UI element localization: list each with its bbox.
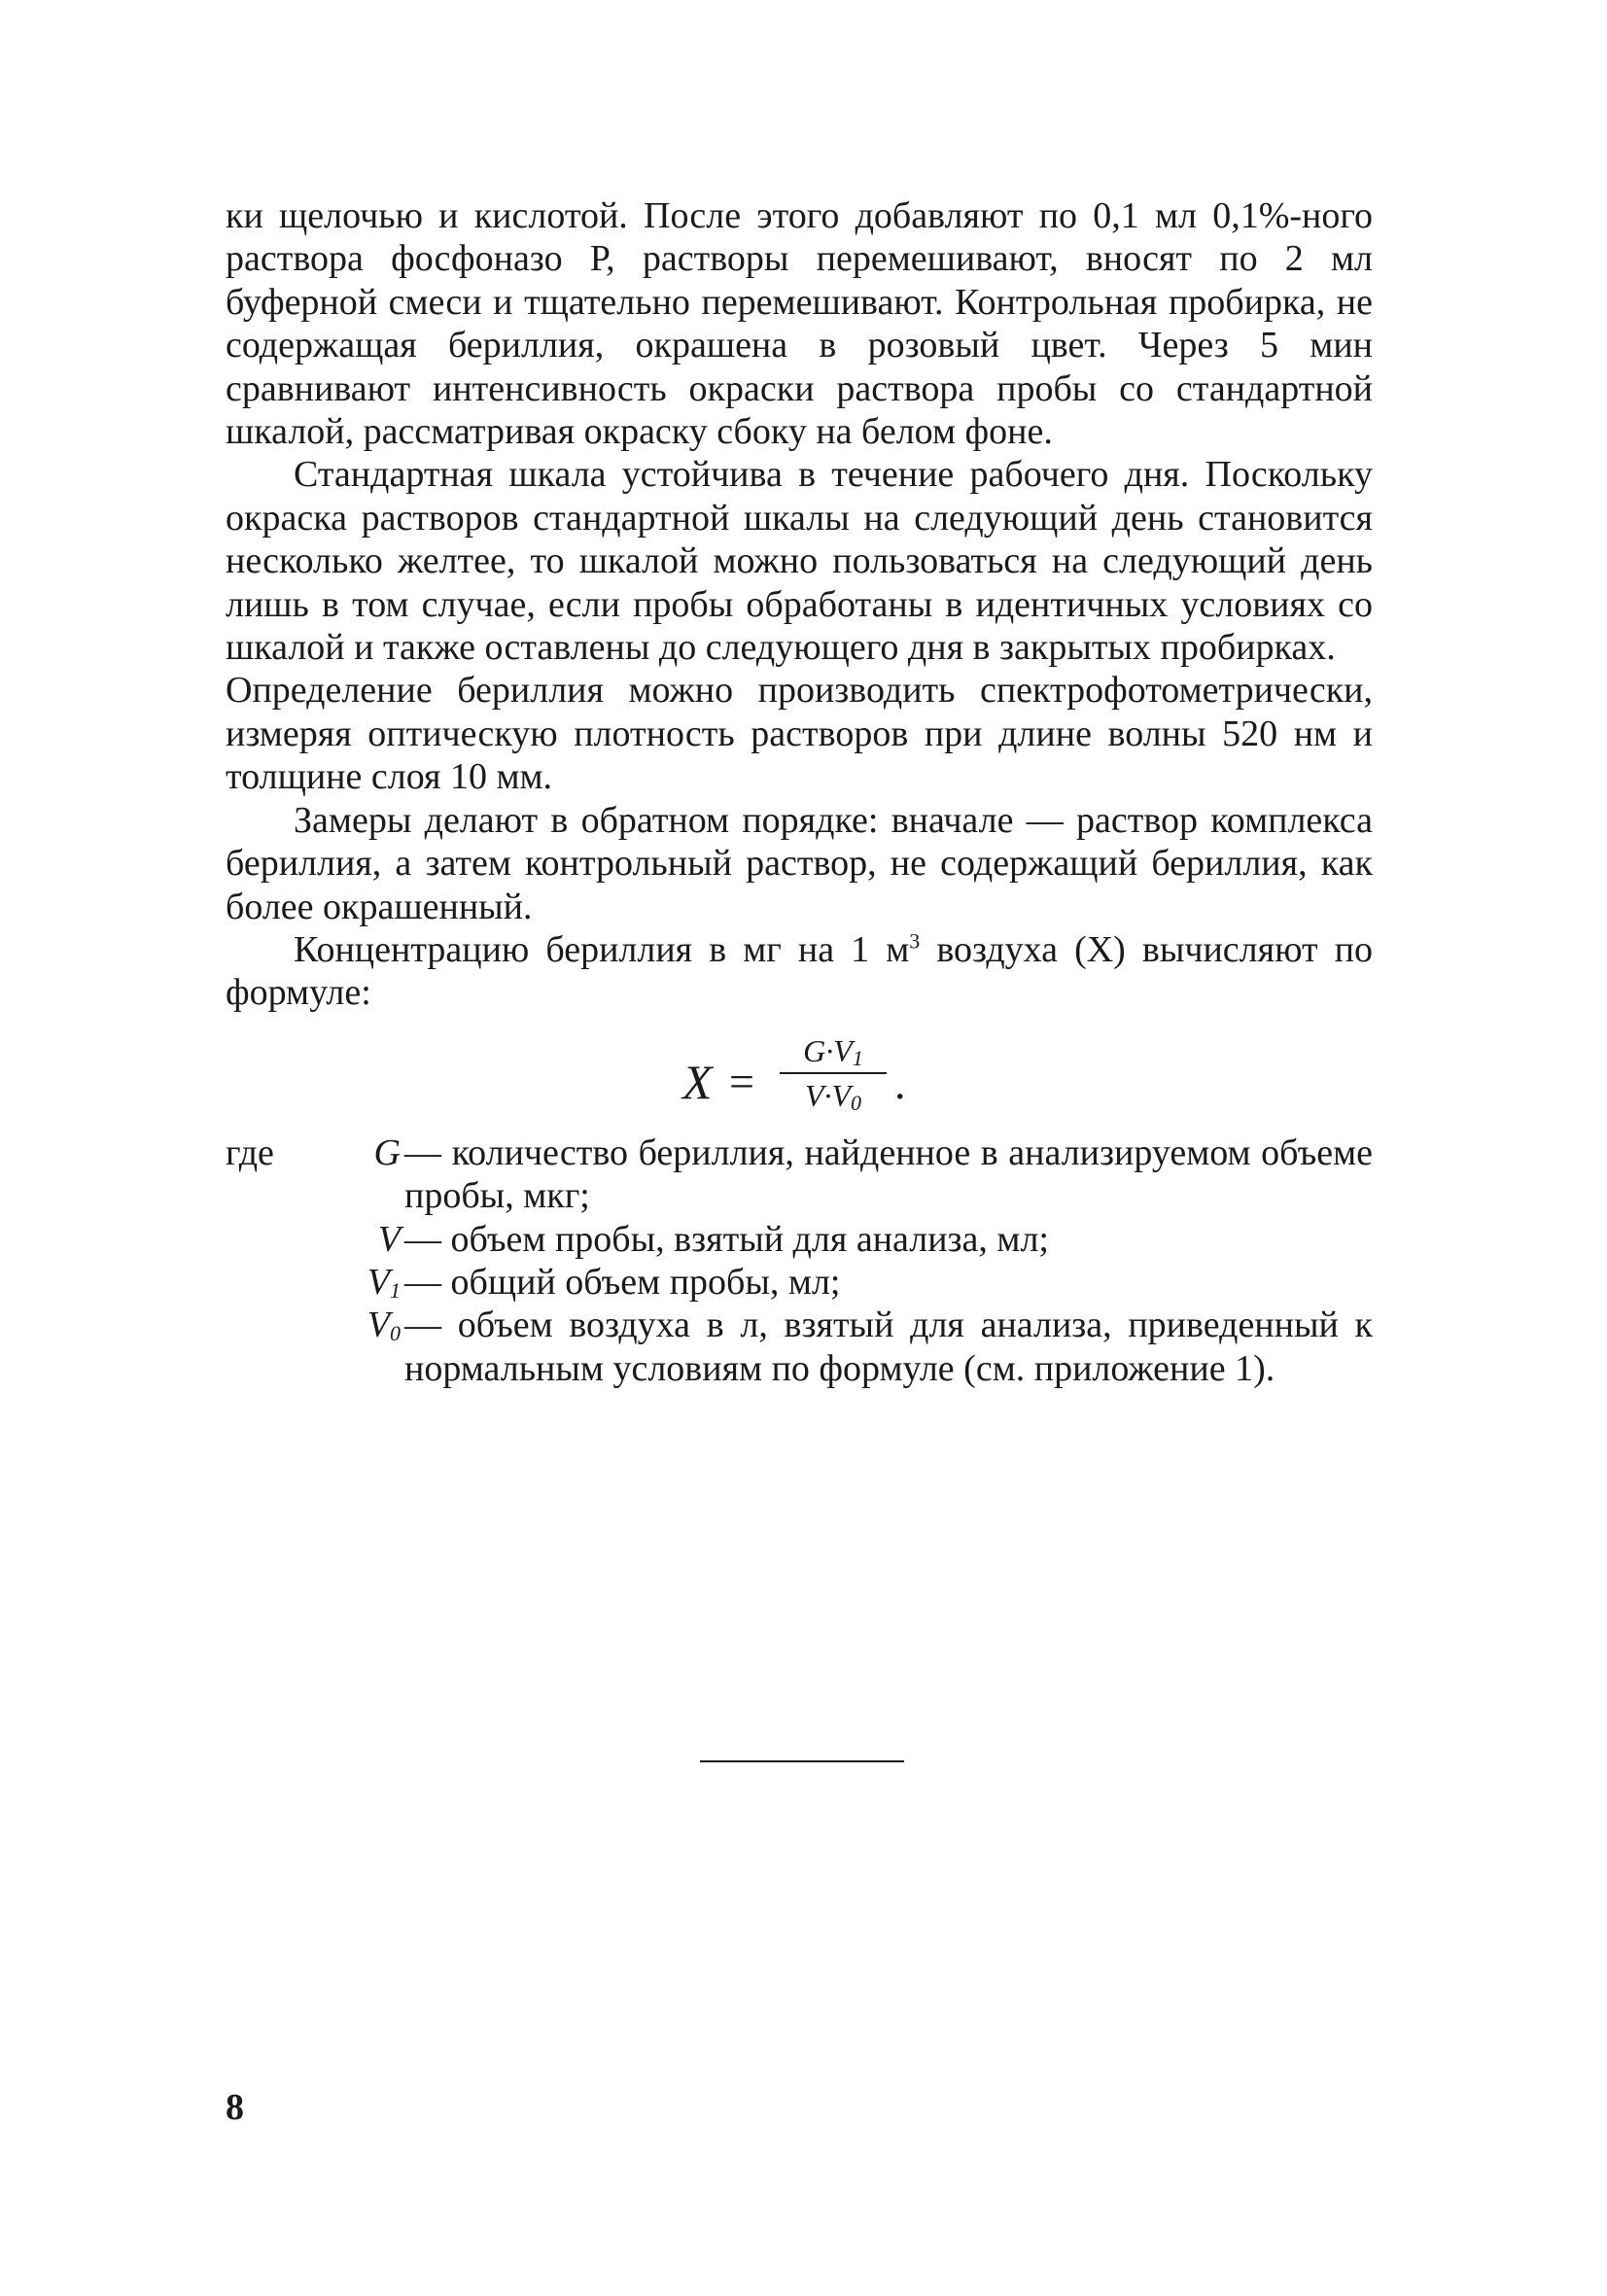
definition-symbol: $V_0$ [367,1305,401,1346]
formula-numerator: $G\cdot V_1$ [803,1032,863,1070]
concentration-formula [226,1015,1373,1131]
end-divider [700,1760,904,1762]
formula-intro [226,928,1373,1015]
body-text [226,194,1373,1390]
paragraph-1: ки щелочью и кислотой. После этого добавляют по 0,1 мл 0,1%-ного раствора фосфоназо Р, растворы перемешивают, вносят по 2 мл буферной смеси и тщательно перемешивают. Контрольная пробирка, не содержащая бериллия, окрашена в розовый цвет. Через 5 мин сравнивают интенсивность окраски раствора пробы со стандартной шкалой, рассматривая окраску сбоку на белом фоне. [226,195,1373,453]
formula-period: . [894,1058,906,1108]
definition-row [226,1218,1373,1261]
formula-intro-after: воздуха (X) вычисляют по формуле: [226,928,1373,1014]
definition-text: — общий объем пробы, мл; [404,1261,841,1303]
formula-denominator: $V\cdot V_0$ [804,1077,862,1115]
definition-symbol: $V_1$ [367,1261,401,1303]
definition-text: — объем пробы, взятый для анализа, мл; [404,1218,1049,1260]
formula-fraction [780,1032,887,1114]
paragraph-3: Определение бериллия можно производить спектрофотометрически, измеряя оптическую плотность растворов при длине волны 520 нм и толщине слоя 10 мм. [226,670,1373,798]
definition-text: — количество бериллия, найденное в анализируемом объеме пробы, мкг; [404,1131,1373,1217]
definition-symbol: V [377,1218,401,1260]
fraction-bar [780,1072,887,1074]
definition-text: — объем воздуха в л, взятый для анализа, приведенный к нормальным условиям по формуле (см. приложение 1). [404,1305,1373,1389]
definition-symbol: G [373,1131,401,1173]
formula-intro-before: Концентрацию бериллия в мг на 1 м [294,928,910,970]
paragraph-2: Стандартная шкала устойчива в течение рабочего дня. Поскольку окраска растворов стандартной шкалы на следующий день становится несколько желтее, то шкалой можно пользоваться на следующий день лишь в том случае, если пробы обработаны в идентичных условиях со шкалой и также оставлены до следующего дня в закрытых пробирках. [226,454,1373,669]
paragraph-4: Замеры делают в обратном порядке: вначале — раствор комплекса бериллия, а затем контрольный раствор, не содержащий бериллия, как более окрашенный. [226,799,1373,927]
formula-equals: = [729,1056,754,1106]
variable-definitions [226,1131,1373,1390]
formula-intro-sup: 3 [909,928,921,954]
formula-lhs: X [682,1054,713,1109]
definition-row [226,1304,1373,1390]
definition-row [226,1131,1373,1218]
where-label: где [226,1131,274,1173]
page-number: 8 [226,2087,244,2128]
definition-row [226,1261,1373,1304]
